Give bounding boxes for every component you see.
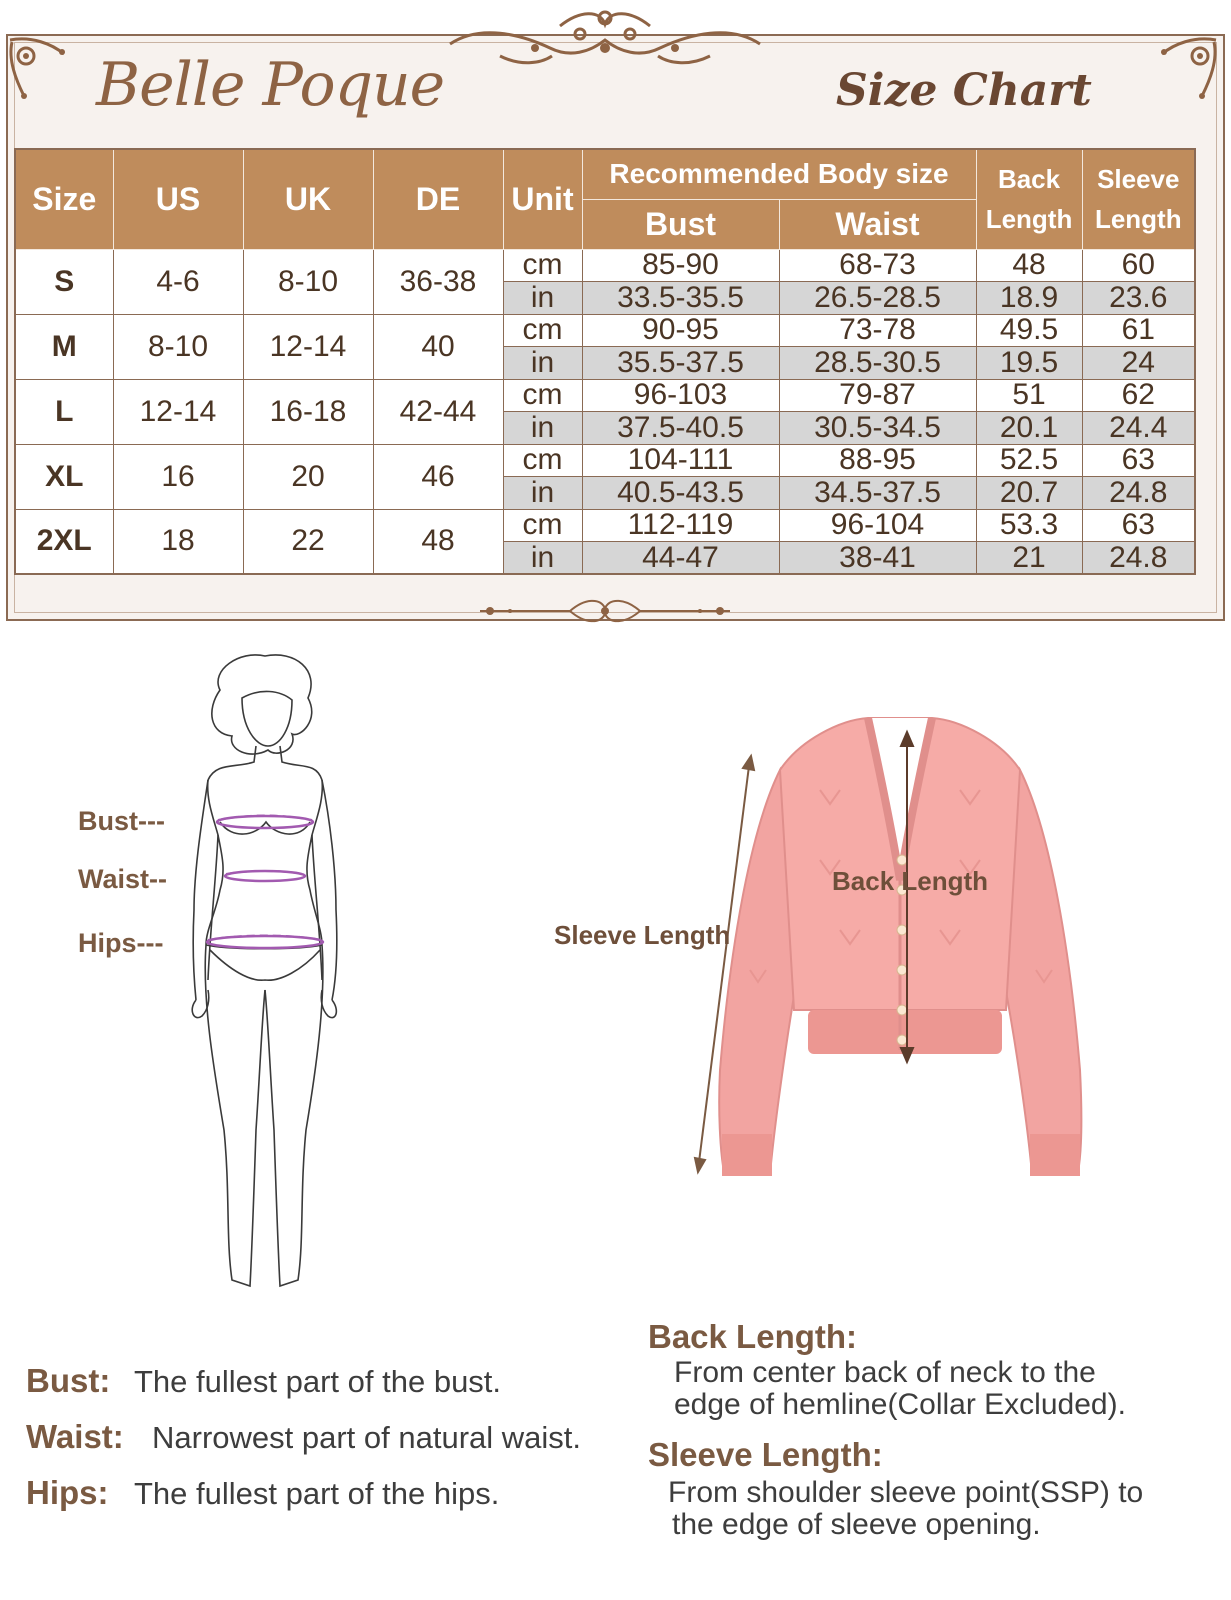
cell-waist: 38-41 (779, 542, 976, 575)
cell-back: 53.3 (976, 509, 1082, 542)
cell-back: 20.7 (976, 477, 1082, 510)
brand-logo: Belle Poque (96, 50, 445, 120)
cell-uk: 22 (243, 509, 373, 574)
cell-bust: 37.5-40.5 (582, 412, 779, 445)
cell-waist: 88-95 (779, 444, 976, 477)
cardigan-illustration (690, 710, 1110, 1190)
bottom-flourish-ornament (470, 594, 740, 628)
size-table-body (15, 249, 1195, 574)
cell-waist: 68-73 (779, 249, 976, 282)
header-back-length (976, 149, 1082, 249)
cell-unit: cm (503, 379, 582, 412)
cell-de: 46 (373, 444, 503, 509)
cell-back: 20.1 (976, 412, 1082, 445)
table-row (15, 509, 1195, 542)
cell-size: 2XL (15, 509, 113, 574)
back-length-term: Back Length: (648, 1318, 858, 1355)
cell-size: S (15, 249, 113, 314)
cell-unit: in (503, 347, 582, 380)
cell-bust: 96-103 (582, 379, 779, 412)
back-length-label: Back Length (832, 866, 989, 896)
right-corner-ornament (1130, 30, 1225, 110)
header-de: DE (373, 149, 503, 249)
cell-bust: 85-90 (582, 249, 779, 282)
cell-waist: 73-78 (779, 314, 976, 347)
header-uk: UK (243, 149, 373, 249)
bust-term: Bust: (26, 1362, 111, 1399)
header-unit: Unit (503, 149, 582, 249)
cell-back: 18.9 (976, 282, 1082, 315)
table-row (15, 249, 1195, 282)
waist-term: Waist: (26, 1418, 124, 1455)
hips-term: Hips: (26, 1474, 109, 1511)
cell-size: XL (15, 444, 113, 509)
cell-waist: 79-87 (779, 379, 976, 412)
cell-bust: 40.5-43.5 (582, 477, 779, 510)
cell-bust: 90-95 (582, 314, 779, 347)
cell-uk: 8-10 (243, 249, 373, 314)
cell-unit: cm (503, 249, 582, 282)
cell-back: 19.5 (976, 347, 1082, 380)
cell-waist: 26.5-28.5 (779, 282, 976, 315)
size-table (14, 148, 1196, 575)
left-corner-ornament (2, 30, 92, 110)
waist-marker-label: Waist-- (78, 864, 167, 894)
header-recommended-body-size: Recommended Body size (582, 149, 976, 199)
cell-unit: cm (503, 509, 582, 542)
cell-sleeve: 60 (1082, 249, 1195, 282)
cell-us: 16 (113, 444, 243, 509)
cell-bust: 35.5-37.5 (582, 347, 779, 380)
cell-de: 42-44 (373, 379, 503, 444)
cell-back: 51 (976, 379, 1082, 412)
back-length-definition-line1: From center back of neck to the (674, 1356, 1096, 1389)
cell-unit: in (503, 412, 582, 445)
cell-unit: in (503, 542, 582, 575)
cell-de: 36-38 (373, 249, 503, 314)
cell-unit: cm (503, 314, 582, 347)
sleeve-length-label: Sleeve Length (554, 920, 731, 950)
cell-bust: 104-111 (582, 444, 779, 477)
cell-sleeve: 24.4 (1082, 412, 1195, 445)
header-sleeve-line1: Sleeve (1097, 164, 1180, 195)
header-bust: Bust (582, 199, 779, 249)
cell-uk: 20 (243, 444, 373, 509)
cell-sleeve: 23.6 (1082, 282, 1195, 315)
cell-sleeve: 61 (1082, 314, 1195, 347)
table-row (15, 379, 1195, 412)
bust-marker-label: Bust--- (78, 806, 165, 836)
header-back-line2: Length (985, 204, 1073, 235)
cell-unit: cm (503, 444, 582, 477)
table-row (15, 444, 1195, 477)
cell-size: L (15, 379, 113, 444)
cell-uk: 16-18 (243, 379, 373, 444)
header-us: US (113, 149, 243, 249)
cell-waist: 28.5-30.5 (779, 347, 976, 380)
sleeve-length-definition-line1: From shoulder sleeve point(SSP) to (668, 1476, 1144, 1509)
cell-back: 21 (976, 542, 1082, 575)
cell-sleeve: 24 (1082, 347, 1195, 380)
waist-definition: Narrowest part of natural waist. (152, 1420, 582, 1455)
header-size: Size (15, 149, 113, 249)
chart-title: Size Chart (836, 65, 1092, 116)
hips-marker-label: Hips--- (78, 928, 164, 958)
cell-us: 12-14 (113, 379, 243, 444)
cell-unit: in (503, 282, 582, 315)
cell-bust: 44-47 (582, 542, 779, 575)
cell-size: M (15, 314, 113, 379)
hips-definition: The fullest part of the hips. (134, 1476, 500, 1511)
bust-definition: The fullest part of the bust. (134, 1364, 502, 1399)
cell-back: 48 (976, 249, 1082, 282)
cell-sleeve: 63 (1082, 444, 1195, 477)
cell-uk: 12-14 (243, 314, 373, 379)
header-sleeve-line2: Length (1094, 204, 1182, 235)
cell-bust: 33.5-35.5 (582, 282, 779, 315)
cell-sleeve: 62 (1082, 379, 1195, 412)
cell-bust: 112-119 (582, 509, 779, 542)
body-figure-illustration (180, 650, 350, 1300)
header-back-line1: Back (997, 164, 1061, 195)
cell-de: 40 (373, 314, 503, 379)
top-flourish-ornament (440, 4, 770, 76)
cell-sleeve: 24.8 (1082, 477, 1195, 510)
cell-us: 18 (113, 509, 243, 574)
cell-sleeve: 63 (1082, 509, 1195, 542)
cell-unit: in (503, 477, 582, 510)
table-row (15, 314, 1195, 347)
cell-waist: 30.5-34.5 (779, 412, 976, 445)
cell-back: 49.5 (976, 314, 1082, 347)
cell-waist: 34.5-37.5 (779, 477, 976, 510)
header-sleeve-length (1082, 149, 1195, 249)
back-length-definition-line2: edge of hemline(Collar Excluded). (674, 1388, 1126, 1421)
cell-us: 4-6 (113, 249, 243, 314)
cell-back: 52.5 (976, 444, 1082, 477)
sleeve-length-term: Sleeve Length: (648, 1436, 883, 1473)
cell-waist: 96-104 (779, 509, 976, 542)
cell-sleeve: 24.8 (1082, 542, 1195, 575)
cell-de: 48 (373, 509, 503, 574)
sleeve-length-definition-line2: the edge of sleeve opening. (672, 1508, 1041, 1541)
header-waist: Waist (779, 199, 976, 249)
cell-us: 8-10 (113, 314, 243, 379)
